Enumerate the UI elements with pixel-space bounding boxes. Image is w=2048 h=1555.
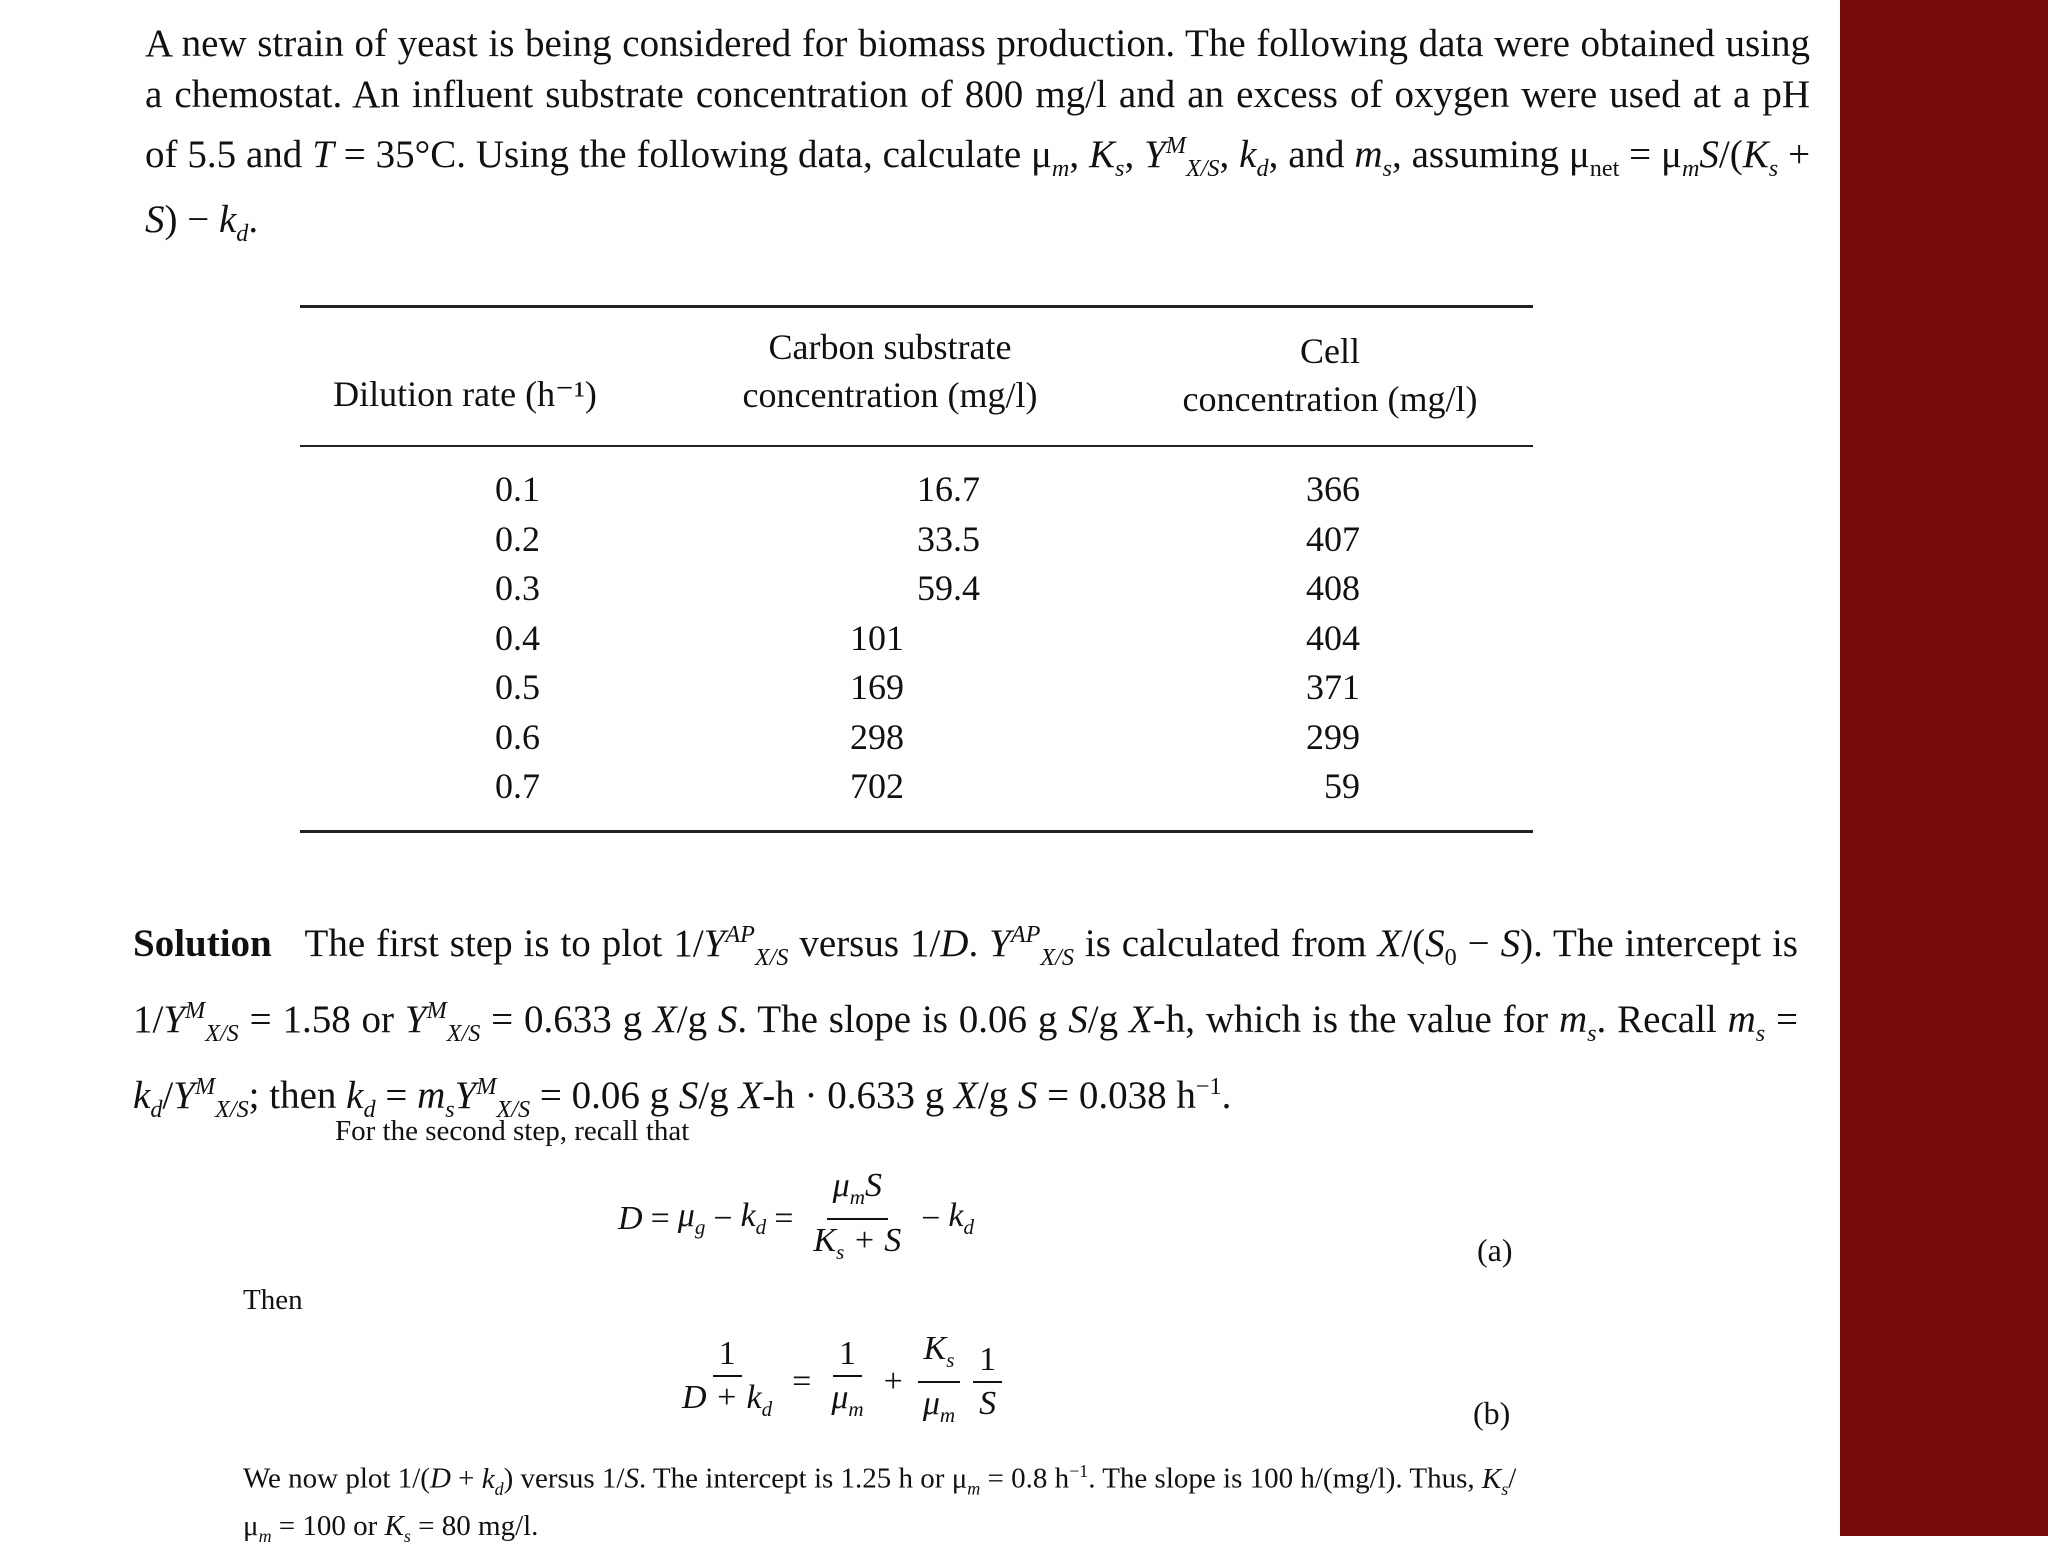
cell-dilution-rate: 0.1 [495,469,540,509]
cell-cell-concentration: 371 [1306,667,1360,707]
second-step-text: For the second step, recall that [335,1115,690,1147]
column-dilution-rate [495,465,540,812]
equation-a: D = $\mu_g$ − $k_d$ = $\frac{\mu_mS}{K_s + S}$ − $k_d$ [618,1167,975,1264]
solution-heading: Solution [133,922,272,965]
cell-cell-concentration: 404 [1306,617,1360,658]
cell-dilution-rate: 0.5 [495,667,540,707]
cell-substrate-concentration: 16.7 [917,469,980,509]
cell-cell-concentration: 408 [1306,568,1360,608]
column-cell-concentration [1260,465,1360,812]
column-substrate-concentration [840,465,980,812]
cell-dilution-rate: 0.6 [495,716,540,757]
cell-substrate-concentration: 59.4 [917,568,980,608]
cell-cell-concentration: 366 [1306,469,1360,509]
cell-cell-concentration: 299 [1306,716,1360,757]
cell-substrate-concentration: 702 [850,766,904,806]
then-text: Then [243,1284,303,1316]
table-rule-top [300,305,1533,308]
problem-statement [145,18,1810,259]
cell-cell-concentration: 59 [1324,766,1360,806]
cell-dilution-rate: 0.4 [495,617,540,658]
cell-substrate-concentration: 169 [850,667,904,707]
sidebar-bar [1840,0,2048,1536]
problem-text: A new strain of yeast is being considered for biomass production. The following data were obtained using a chemostat. An influent substrate concentration of 800 mg/l and an excess of oxygen were used at a pH of 5.5 and T = 35°C. Using the following data, calculate $\mu_m$, $K_s$, $Y^M_{X/S}$, $k_d$, and $m_s$, assuming $\mu_{net} = \mu_mS/(K_s + S) - k_d$. [145,22,1811,247]
cell-substrate-concentration: 101 [850,617,904,658]
solution-paragraph [133,908,1798,1135]
equation-b: $\frac{1}{D + k_d}$ = $\frac{1}{\mu_m}$ + $\frac{K_s}{\mu_m}$ $\frac{1}{S}$ [670,1328,1008,1436]
table-rule-bottom [300,830,1533,833]
cell-dilution-rate: 0.7 [495,766,540,806]
equation-b-label: (b) [1473,1395,1511,1431]
table-rule-mid [300,445,1533,447]
cell-substrate-concentration: 33.5 [917,518,980,559]
cell-dilution-rate: 0.2 [495,518,540,559]
cell-cell-concentration: 407 [1306,518,1360,559]
header-cell-concentration: Cell concentration (mg/l) [1182,331,1478,419]
header-dilution-rate: Dilution rate (h⁻¹) [333,374,597,414]
cell-substrate-concentration: 298 [850,716,904,757]
equation-a-label: (a) [1477,1232,1513,1268]
cell-dilution-rate: 0.3 [495,568,540,608]
solution-text: Solution The first step is to plot $1/Y^{AP}_{X/S}$ versus 1/D. $Y^{AP}_{X/S}$ is calculated from $X/(S_0 - S)$. The intercept is $1/Y^M_{X/S} = 1.58$ or $Y^M_{X/S} = 0.633$ g X/g S. The slope is 0.06 g S/g X-h, which is the value for $m_s$. Recall $m_s = k_d/Y^M_{X/S}$; then $k_d = m_sY^M_{X/S} = 0.06$ g S/g X-h · 0.633 g X/g S = 0.038 $h^{-1}$. [133,921,1799,1123]
conclusion-text: We now plot $1/(D + k_d)$ versus 1/S. The intercept is 1.25 h or $\mu_m = 0.8$ $h^{-1}$. The slope is 100 h/(mg/l). Thus, $K_s/\mu_m = 100$ or $K_s = 80$ mg/l. [243,1461,1517,1547]
header-substrate-concentration: Carbon substrate concentration (mg/l) [742,327,1038,415]
